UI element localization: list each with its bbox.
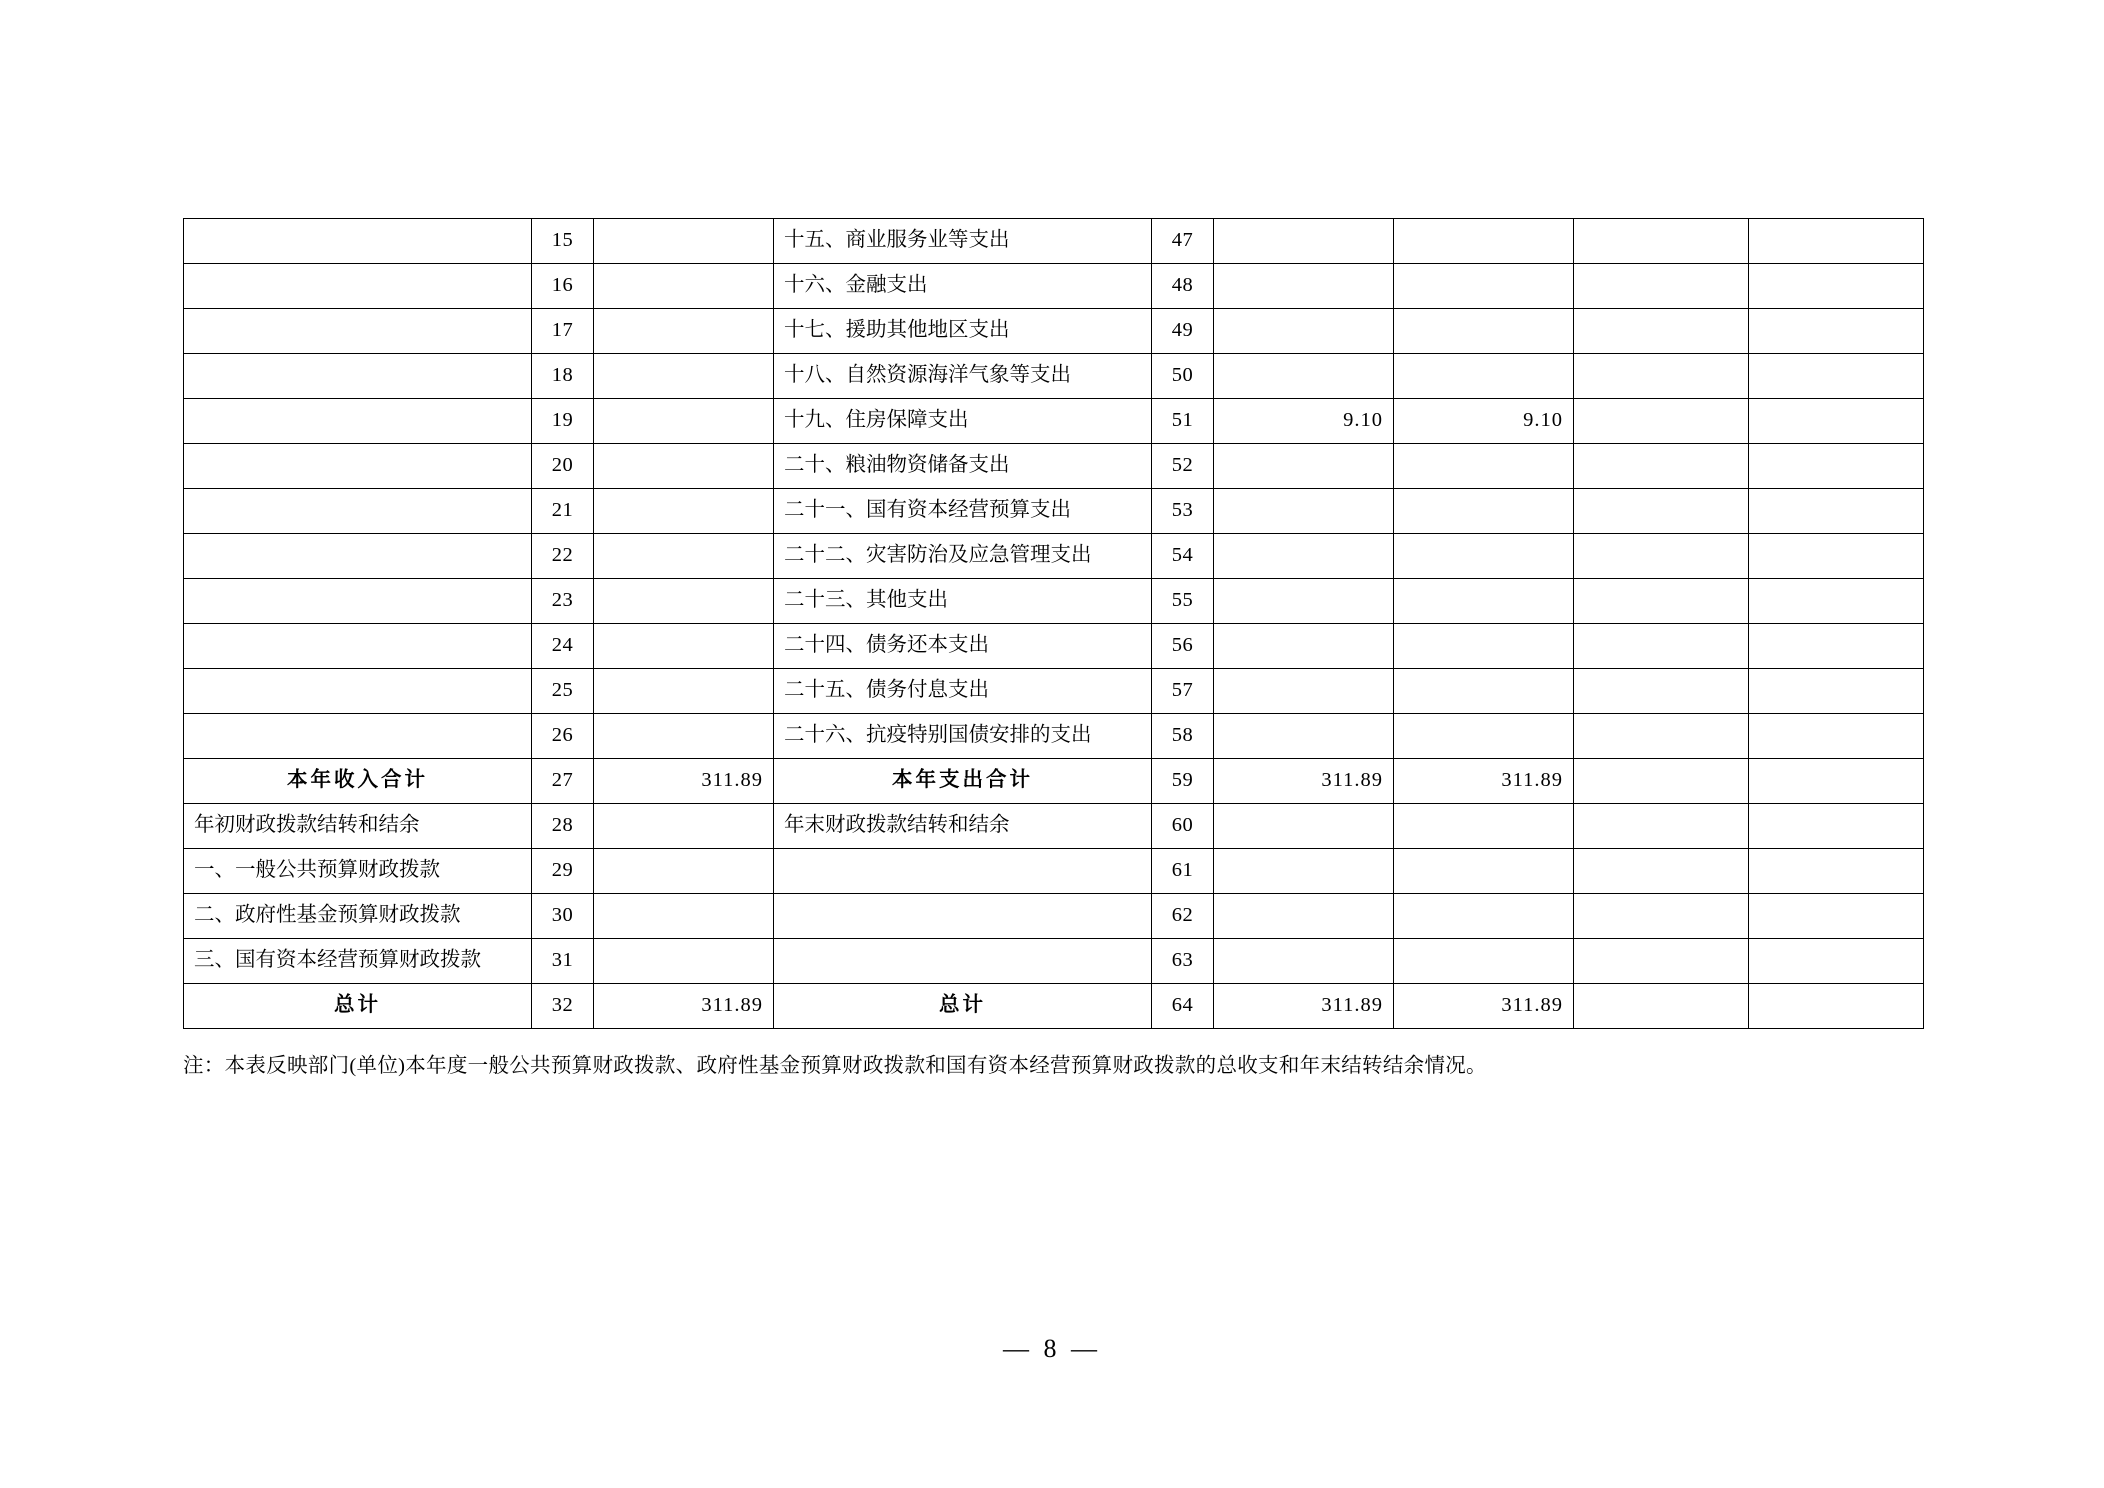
expense-amount-total — [1214, 534, 1394, 579]
expense-amount-fund — [1574, 939, 1749, 984]
expense-item-label: 二十、粮油物资储备支出 — [774, 444, 1152, 489]
expense-item-label: 二十五、债务付息支出 — [774, 669, 1152, 714]
expense-amount-fund — [1574, 444, 1749, 489]
income-line-number: 24 — [532, 624, 594, 669]
expense-amount-general — [1394, 939, 1574, 984]
expense-amount-soe — [1749, 804, 1924, 849]
expense-amount-general — [1394, 714, 1574, 759]
expense-line-number: 55 — [1152, 579, 1214, 624]
income-amount — [594, 804, 774, 849]
expense-amount-fund — [1574, 534, 1749, 579]
table-row — [184, 489, 1924, 534]
expense-amount-fund — [1574, 804, 1749, 849]
expense-item-label: 十八、自然资源海洋气象等支出 — [774, 354, 1152, 399]
expense-amount-soe — [1749, 534, 1924, 579]
expense-amount-fund — [1574, 984, 1749, 1029]
income-amount — [594, 489, 774, 534]
table-row — [184, 444, 1924, 489]
expense-amount-total — [1214, 264, 1394, 309]
income-amount: 311.89 — [594, 759, 774, 804]
expense-line-number: 59 — [1152, 759, 1214, 804]
expense-amount-general — [1394, 804, 1574, 849]
income-item-label — [184, 264, 532, 309]
expense-item-label: 本年支出合计 — [774, 759, 1152, 804]
income-item-label — [184, 444, 532, 489]
expense-amount-fund — [1574, 894, 1749, 939]
expense-amount-general — [1394, 534, 1574, 579]
expense-line-number: 62 — [1152, 894, 1214, 939]
expense-amount-total — [1214, 624, 1394, 669]
expense-amount-general — [1394, 894, 1574, 939]
expense-amount-soe — [1749, 939, 1924, 984]
income-line-number: 25 — [532, 669, 594, 714]
income-line-number: 32 — [532, 984, 594, 1029]
budget-table — [183, 218, 1924, 1029]
income-line-number: 20 — [532, 444, 594, 489]
income-amount: 311.89 — [594, 984, 774, 1029]
table-row — [184, 264, 1924, 309]
income-line-number: 19 — [532, 399, 594, 444]
table-row — [184, 804, 1924, 849]
income-item-label — [184, 219, 532, 264]
expense-amount-soe — [1749, 354, 1924, 399]
expense-amount-fund — [1574, 759, 1749, 804]
expense-amount-fund — [1574, 669, 1749, 714]
expense-amount-fund — [1574, 354, 1749, 399]
expense-line-number: 57 — [1152, 669, 1214, 714]
income-amount — [594, 534, 774, 579]
expense-amount-general: 311.89 — [1394, 759, 1574, 804]
expense-amount-fund — [1574, 849, 1749, 894]
expense-amount-general — [1394, 624, 1574, 669]
income-amount — [594, 714, 774, 759]
table-row — [184, 354, 1924, 399]
expense-item-label: 二十六、抗疫特别国债安排的支出 — [774, 714, 1152, 759]
expense-amount-soe — [1749, 984, 1924, 1029]
income-item-label — [184, 534, 532, 579]
table-row — [184, 399, 1924, 444]
expense-amount-fund — [1574, 264, 1749, 309]
table-row — [184, 759, 1924, 804]
expense-line-number: 49 — [1152, 309, 1214, 354]
expense-amount-soe — [1749, 579, 1924, 624]
income-item-label: 年初财政拨款结转和结余 — [184, 804, 532, 849]
income-item-label — [184, 489, 532, 534]
income-amount — [594, 939, 774, 984]
expense-item-label: 总计 — [774, 984, 1152, 1029]
expense-amount-total — [1214, 489, 1394, 534]
expense-amount-general — [1394, 669, 1574, 714]
income-item-label: 总计 — [184, 984, 532, 1029]
expense-line-number: 58 — [1152, 714, 1214, 759]
income-item-label: 三、国有资本经营预算财政拨款 — [184, 939, 532, 984]
income-item-label — [184, 309, 532, 354]
expense-line-number: 52 — [1152, 444, 1214, 489]
expense-amount-total — [1214, 939, 1394, 984]
expense-line-number: 60 — [1152, 804, 1214, 849]
expense-amount-fund — [1574, 309, 1749, 354]
expense-amount-soe — [1749, 399, 1924, 444]
table-row — [184, 309, 1924, 354]
income-item-label: 一、一般公共预算财政拨款 — [184, 849, 532, 894]
expense-item-label — [774, 849, 1152, 894]
expense-line-number: 61 — [1152, 849, 1214, 894]
income-line-number: 31 — [532, 939, 594, 984]
expense-amount-total — [1214, 804, 1394, 849]
expense-line-number: 56 — [1152, 624, 1214, 669]
expense-amount-total — [1214, 894, 1394, 939]
income-amount — [594, 219, 774, 264]
income-item-label — [184, 714, 532, 759]
income-amount — [594, 894, 774, 939]
income-line-number: 22 — [532, 534, 594, 579]
expense-item-label: 十七、援助其他地区支出 — [774, 309, 1152, 354]
table-row — [184, 714, 1924, 759]
income-amount — [594, 579, 774, 624]
income-item-label — [184, 399, 532, 444]
expense-amount-soe — [1749, 309, 1924, 354]
expense-amount-general: 9.10 — [1394, 399, 1574, 444]
income-item-label — [184, 579, 532, 624]
income-amount — [594, 669, 774, 714]
income-line-number: 18 — [532, 354, 594, 399]
expense-amount-fund — [1574, 399, 1749, 444]
income-amount — [594, 354, 774, 399]
income-line-number: 30 — [532, 894, 594, 939]
income-line-number: 27 — [532, 759, 594, 804]
expense-line-number: 54 — [1152, 534, 1214, 579]
income-line-number: 16 — [532, 264, 594, 309]
expense-amount-general — [1394, 219, 1574, 264]
income-line-number: 26 — [532, 714, 594, 759]
income-line-number: 17 — [532, 309, 594, 354]
expense-amount-general — [1394, 849, 1574, 894]
income-line-number: 23 — [532, 579, 594, 624]
income-item-label: 二、政府性基金预算财政拨款 — [184, 894, 532, 939]
budget-table-body — [184, 219, 1924, 1029]
expense-line-number: 50 — [1152, 354, 1214, 399]
expense-line-number: 63 — [1152, 939, 1214, 984]
income-item-label: 本年收入合计 — [184, 759, 532, 804]
expense-amount-soe — [1749, 894, 1924, 939]
expense-item-label: 十六、金融支出 — [774, 264, 1152, 309]
expense-item-label: 十九、住房保障支出 — [774, 399, 1152, 444]
expense-line-number: 64 — [1152, 984, 1214, 1029]
expense-amount-general — [1394, 489, 1574, 534]
expense-amount-general — [1394, 354, 1574, 399]
expense-amount-total — [1214, 219, 1394, 264]
expense-amount-total — [1214, 354, 1394, 399]
expense-amount-fund — [1574, 714, 1749, 759]
expense-item-label: 年末财政拨款结转和结余 — [774, 804, 1152, 849]
income-amount — [594, 849, 774, 894]
expense-line-number: 48 — [1152, 264, 1214, 309]
expense-amount-fund — [1574, 219, 1749, 264]
expense-line-number: 51 — [1152, 399, 1214, 444]
table-row — [184, 849, 1924, 894]
income-amount — [594, 399, 774, 444]
expense-amount-total: 311.89 — [1214, 984, 1394, 1029]
table-row — [184, 669, 1924, 714]
expense-amount-total — [1214, 309, 1394, 354]
expense-amount-soe — [1749, 849, 1924, 894]
expense-amount-soe — [1749, 219, 1924, 264]
income-amount — [594, 624, 774, 669]
page-number: — 8 — — [1003, 1334, 1101, 1363]
income-line-number: 29 — [532, 849, 594, 894]
income-amount — [594, 444, 774, 489]
expense-line-number: 53 — [1152, 489, 1214, 534]
expense-amount-soe — [1749, 759, 1924, 804]
expense-item-label: 十五、商业服务业等支出 — [774, 219, 1152, 264]
income-line-number: 21 — [532, 489, 594, 534]
expense-item-label — [774, 894, 1152, 939]
expense-amount-fund — [1574, 624, 1749, 669]
expense-amount-general — [1394, 579, 1574, 624]
expense-item-label: 二十四、债务还本支出 — [774, 624, 1152, 669]
expense-item-label — [774, 939, 1152, 984]
income-amount — [594, 309, 774, 354]
expense-amount-total — [1214, 714, 1394, 759]
income-item-label — [184, 669, 532, 714]
expense-line-number: 47 — [1152, 219, 1214, 264]
expense-amount-soe — [1749, 264, 1924, 309]
table-row — [184, 219, 1924, 264]
income-line-number: 15 — [532, 219, 594, 264]
expense-amount-total: 311.89 — [1214, 759, 1394, 804]
expense-amount-general — [1394, 309, 1574, 354]
expense-amount-soe — [1749, 444, 1924, 489]
expense-amount-general — [1394, 444, 1574, 489]
expense-amount-fund — [1574, 579, 1749, 624]
table-row — [184, 939, 1924, 984]
income-item-label — [184, 354, 532, 399]
table-note: 注：本表反映部门(单位)本年度一般公共预算财政拨款、政府性基金预算财政拨款和国有资本经营预算财政拨款的总收支和年末结转结余情况。 — [183, 1055, 1487, 1077]
table-row — [184, 534, 1924, 579]
expense-amount-general: 311.89 — [1394, 984, 1574, 1029]
table-row — [184, 894, 1924, 939]
expense-amount-soe — [1749, 714, 1924, 759]
expense-amount-soe — [1749, 624, 1924, 669]
expense-amount-soe — [1749, 669, 1924, 714]
expense-amount-total — [1214, 849, 1394, 894]
income-item-label — [184, 624, 532, 669]
income-amount — [594, 264, 774, 309]
expense-item-label: 二十三、其他支出 — [774, 579, 1152, 624]
budget-table-container — [183, 218, 1923, 1029]
expense-amount-soe — [1749, 489, 1924, 534]
expense-item-label: 二十二、灾害防治及应急管理支出 — [774, 534, 1152, 579]
income-line-number: 28 — [532, 804, 594, 849]
table-row — [184, 624, 1924, 669]
expense-amount-general — [1394, 264, 1574, 309]
expense-amount-fund — [1574, 489, 1749, 534]
table-row — [184, 984, 1924, 1029]
expense-amount-total — [1214, 444, 1394, 489]
expense-amount-total — [1214, 579, 1394, 624]
table-row — [184, 579, 1924, 624]
expense-amount-total: 9.10 — [1214, 399, 1394, 444]
expense-amount-total — [1214, 669, 1394, 714]
expense-item-label: 二十一、国有资本经营预算支出 — [774, 489, 1152, 534]
